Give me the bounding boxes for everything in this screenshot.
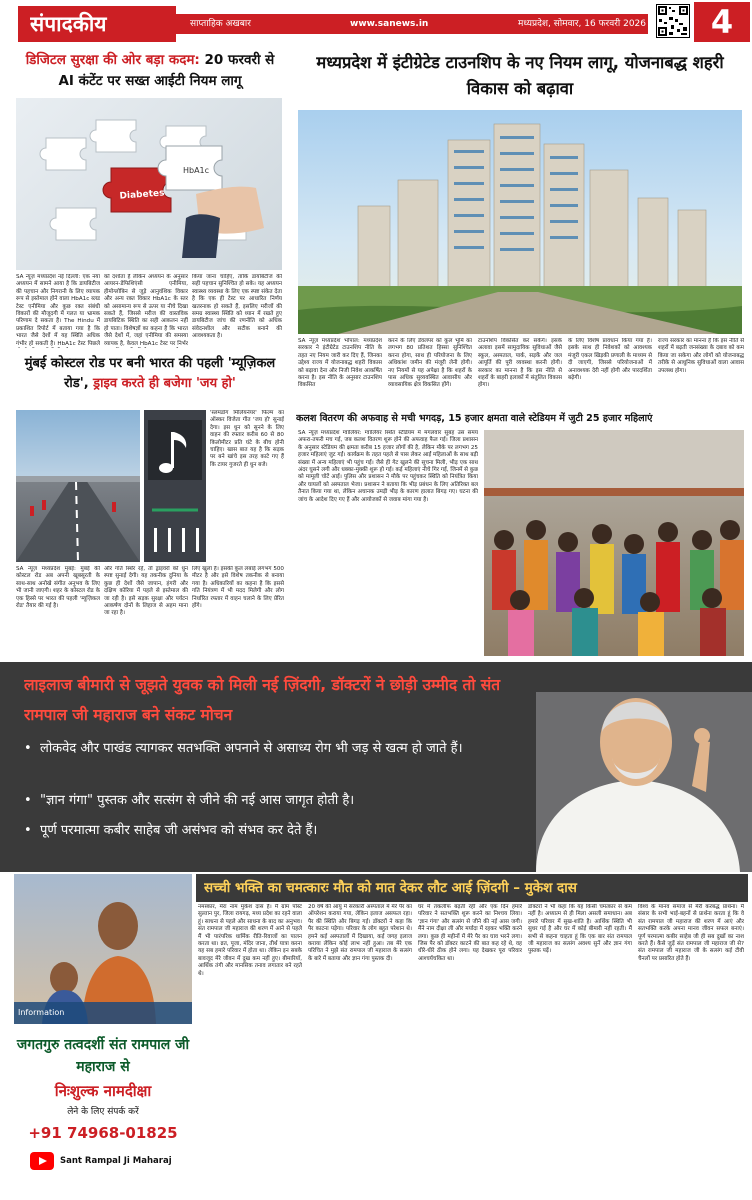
banner-bullet-text-3: पूर्ण परमात्मा कबीर साहेब जी असंभव को संभव कर देते हैं। (40, 823, 318, 838)
story-ai-col-1: SA न्यूज़ मध्यप्रदेश नई दिल्ली: एक नया अध्ययन में सामने आया है कि डायबिटीज की पहचान और निगरानी के लिए व्यापक रूप से इस्तेमाल होने वाला HbA1c ब्लड टेस्ट एनीमिया और कुछ रक्त संबंधी विकारों की मौजूदगी में गलत या भ्रामक परिणाम दे सकता है। The Hindu में प्रकाशित रिपोर्ट में बताया गया है कि भारत जैसे देशों में यह स्थिति अधिक गंभीर हो सकती है। HbA1c टेस्ट पिछले (16, 274, 100, 347)
story-township-col-5: राज्य सरकार का मानना है कि इस नीति से शहरों में बढ़ती जनसंख्या के दबाव को कम किया जा सकेगा और लोगों को योजनाबद्ध तरीके से आधुनिक सुविधाओं वाला आवास उपलब्ध होगा। (658, 338, 744, 374)
story-road-photo-left (16, 410, 140, 562)
miracle-sidebar-phone[interactable]: +91 74968-01825 (28, 1124, 178, 1142)
story-ai-col-2: को दर्शाता है लेकिन अध्ययन के अनुसार आयरन-डेफिशिएंसी एनीमिया, हीमोग्लोबिन से जुड़े आनुवंशिक विकार और अन्य रक्त विकार HbA1c के स्तर को असामान्य रूप से ऊपर या नीचे दिखा सकते हैं, जिससे मरीज की वास्तविक डायबिटिक स्थिति का सही आकलन नहीं हो पाता। विशेषज्ञों का कहना है कि भारत जैसे देशों में, जहां एनीमिया की समस्या व्यापक है, केवल HbA1c टेस्ट पर निर्भर (104, 274, 188, 347)
miracle-col-3: घर में तकलीफ बढ़ती रही और एक दिन हमारे परिवार ने सतभक्ति शुरू करने का निश्चय लिया। 'ज्ञान गंगा' और सत्संग से जीने की नई आस जगी। मैंने नाम दीक्षा ली और मर्यादा में रहकर भक्ति करने लगा। कुछ ही महीनों में मेरे पैर का घाव भरने लगा। जिस पैर को डॉक्टर काटने की बात कह रहे थे, वह धीरे-धीरे ठीक होने लगा। यह देखकर पूरा परिवार आश्चर्यचकित था। (418, 904, 522, 962)
banner-bullet-2 (24, 790, 534, 814)
story-ai-photo (16, 98, 282, 270)
story-road-headline (16, 354, 284, 398)
story-township-col-3: टाउनशिप विकसित कर सकेंगे। इसके अलावा इसमें सामुदायिक सुविधाओं जैसे स्कूल, अस्पताल, पार्क, सड़कें और जल आपूर्ति की पूरी व्यवस्था करनी होगी। सरकार का मानना है कि इस नीति से शहरों के बाहरी इलाकों में संतुलित विकास होगा। (478, 338, 562, 389)
story-township-headline: मध्यप्रदेश में इंटीग्रेटेड टाउनशिप के नए नियम लागू, योजनाबद्ध शहरी विकास को बढ़ावा (316, 53, 724, 98)
story-ai-headline-rest: 20 फरवरी से AI कंटेंट पर सख्त आईटी नियम लागू (58, 52, 275, 89)
story-township-col-2: करने के लिए डेवलपर को कुल भूमि का लगभग 80 प्रतिशत हिस्सा सुनिश्चित करना होगा, साथ ही परियोजना के लिए अधिकांश जमीन की मंजूरी लेनी होगी। नए नियमों से यह अपेक्षा है कि शहरों के पास अधिक सुव्यवस्थित आवासीय और व्यावसायिक क्षेत्र विकसित होंगे। (388, 338, 472, 389)
story-ai-col-3: किया जाना चाहिए, ताकि डायबिटीज की सही पहचान सुनिश्चित हो सके। यह अध्ययन स्वास्थ्य व्यवस्था के लिए एक स्पष्ट संकेत देता है कि एक ही टेस्ट पर आधारित निर्णय खतरनाक हो सकते हैं, इसलिए मरीजों की समग्र स्वास्थ्य स्थिति को ध्यान में रखते हुए डायबिटीज जांच की रणनीति को अधिक संवेदनशील और सटीक बनाने की आवश्यकता है। (192, 274, 282, 340)
story-stampede-photo (484, 430, 744, 656)
bullet-dot-icon: • (24, 823, 32, 838)
masthead-dateline: मध्यप्रदेश, सोमवार, 16 फरवरी 2026 (518, 19, 646, 29)
miracle-photo-caption: Information (18, 1008, 65, 1017)
bullet-dot-icon: • (24, 741, 32, 756)
banner-bullet-1 (24, 738, 534, 786)
story-road-headline-red: ड्राइव करते ही बजेगा 'जय हो' (88, 376, 236, 391)
story-road-col-side: 'स्लमडॉग मिलियनेयर' फिल्म का ऑस्कर विजेता गीत 'जय हो' सुनाई देगा। इस धुन को सुनने के लिए वाहन की रफ्तार करीब 60 से 80 किलोमीटर प्रति घंटे के बीच होनी चाहिए। खास बात यह है कि सड़क पर बने खांचे इस तरह काटे गए हैं कि टायर गुजरते ही धुन बजे। (210, 410, 284, 468)
masthead-website[interactable]: www.sanews.in (350, 19, 429, 29)
registration-dots-top (300, 0, 460, 8)
miracle-sidebar-title: जगतगुरु तत्वदर्शी संत रामपाल जी महाराज से (16, 1037, 190, 1075)
miracle-headline: सच्ची भक्ति का चमत्कारः मौत को मात देकर लौट आई ज़िंदगी – मुकेश दास (204, 880, 577, 896)
miracle-sidebar-free: निःशुल्क नामदीक्षा (54, 1082, 152, 1100)
story-ai-photo-label-hba1c: HbA1c (182, 166, 210, 175)
banner-bullet-list (24, 738, 534, 864)
registration-dots-bottom (300, 1192, 460, 1200)
story-township-photo (298, 110, 742, 334)
story-ai-headline-red: डिजिटल सुरक्षा की ओर बड़ा कदम: (25, 52, 200, 68)
banner-bullet-text-1: लोकवेद और पाखंड त्यागकर सतभक्ति अपनाने से असाध्य रोग भी जड़ से खत्म हो जाते हैं। (40, 741, 463, 756)
story-road-photo-right (144, 410, 206, 562)
miracle-photo (14, 874, 192, 1024)
story-road-col-2: और गति स्थिर रहे, तो ड्राइवरों को धुन स्पष्ट सुनाई देगी। यह तकनीक दुनिया के कुछ ही देशों जैसे जापान, हंगरी और दक्षिण कोरिया में पहले से इस्तेमाल की जा रही है। इसे सड़क सुरक्षा और पर्यटन आकर्षण दोनों के लिहाज से अहम माना जा रहा है। (104, 566, 188, 617)
story-stampede-col-1: SA न्यूज़ मध्यप्रदेश ग्वालियर: ग्वालियर स्थित स्टेडियम में मंगलवार सुबह उस समय अफरा-तफरी मच गई, जब कलश वितरण शुरू होने की अफवाह फैल गई। जिला प्रशासन के अनुसार स्टेडियम की क्षमता करीब 15 हजार लोगों की है, लेकिन मौके पर लगभग 25 हजार महिलाएं जुट गईं। कार्यक्रम के तहत पहले से पास लेकर आईं महिलाओं के साथ बड़ी संख्या में अन्य महिलाएं भी पहुंच गईं। जैसे ही गेट खुलने की सूचना मिली, भीड़ एक साथ अंदर घुसने लगी और धक्का-मुक्की शुरू हो गई। कई महिलाएं नीचे गिर गईं, जिनमें से कुछ को मामूली चोटें आईं। पुलिस और प्रशासन ने मौके पर पहुंचकर स्थिति को नियंत्रित किया और घायलों को अस्पताल भेजा। प्रशासन ने बताया कि भीड़ प्रबंधन के लिए अतिरिक्त बल तैनात किया गया था, लेकिन अचानक उमड़ी भीड़ के कारण हालात बिगड़ गए। घटना की जांच के आदेश दिए गए हैं और आयोजकों से जवाब मांगा गया है। (298, 430, 478, 503)
story-ai-headline (16, 50, 284, 94)
story-road-col-1: SA न्यूज़ मध्यप्रदेश मुंबई: मुंबई की कोस्टल रोड अब अपनी खूबसूरती के साथ-साथ अनोखे संगीत अनुभव के लिए भी जानी जाएगी। शहर के कोस्टल रोड के एक हिस्से पर भारत की पहली 'म्यूज़िकल रोड' तैयार की गई है। (16, 566, 100, 610)
story-road-headline-black: मुंबई कोस्टल रोड पर बनी भारत की पहली 'म्यूज़िकल रोड', (24, 356, 276, 391)
bullet-dot-icon: • (24, 793, 32, 808)
miracle-col-2: 20 वर्ष की आयु में सरकारी अस्पताल में मेरे पैर का ऑपरेशन कराया गया, लेकिन इलाज असफल रहा। पैर की स्थिति और बिगड़ गई। डॉक्टरों ने कहा कि पैर काटना पड़ेगा। परिवार के लोग बहुत परेशान थे। हमने कई अस्पतालों में दिखाया, कई जगह इलाज कराया लेकिन कोई लाभ नहीं हुआ। तब मेरे एक परिचित ने मुझे संत रामपाल जी महाराज के सत्संग के बारे में बताया और ज्ञान गंगा पुस्तक दी। (308, 904, 412, 962)
story-township-col-4: के लिए विशेष प्रावधान किया गया है। इसके साथ ही निवेशकों को आवश्यक मंजूरी एकल खिड़की प्रणाली के माध्यम से दी जाएगी, जिससे परियोजनाओं में अनावश्यक देरी नहीं होगी और पारदर्शिता बढ़ेगी। (568, 338, 652, 382)
masthead-weekly: साप्ताहिक अखबार (190, 19, 251, 29)
miracle-sidebar-contact: लेने के लिए संपर्क करें (67, 1107, 139, 1117)
story-stampede-headline: कलश वितरण की अफवाह से मची भगदड़, 15 हजार क्षमता वाले स्टेडियम में जुटी 25 हजार महिलाएं (296, 413, 653, 424)
story-road-col-3: लिए खुला है। इसकी कुल लंबाई लगभग 500 मीटर है और इसे विशेष तकनीक से बनाया गया है। अधिकारियों का कहना है कि इससे गति नियंत्रण में भी मदद मिलेगी और लोग निर्धारित रफ्तार में वाहन चलाने के लिए प्रेरित होंगे। (192, 566, 284, 610)
story-ai-photo-label-diabetes: Diabetes (119, 188, 165, 202)
youtube-icon (30, 1152, 54, 1170)
banner-bullet-3 (24, 820, 534, 844)
miracle-col-1: नमस्कार, मेरा नाम मुकेश दास है। मैं ग्राम पोस्ट सुल्तान पुर, जिला रायगढ़, मध्य प्रदेश का रहने वाला हूं। साधना से पहले और साधना के बाद का अनुभव। संत रामपाल जी महाराज की शरण में आने से पहले मैं भी पारंपरिक धार्मिक रीति-रिवाजों का पालन करता था। व्रत, पूजा, मंदिर जाना, तीर्थ यात्रा करना यह सब हमारे परिवार में होता था। लेकिन इन सबके बावजूद मेरे जीवन में दुख कम नहीं हुए। बीमारियाँ, आर्थिक तंगी और मानसिक तनाव लगातार बने रहते थे। (198, 904, 302, 977)
miracle-col-4: डॉक्टरों ने भी कहा कि यह किसी चमत्कार से कम नहीं है। अध्यात्म से ही मिला असली समाधान। अब हमारे परिवार में सुख-शांति है। आर्थिक स्थिति भी सुधर गई है और घर में कोई बीमारी नहीं रहती। मैं सभी से कहना चाहता हूं कि एक बार संत रामपाल जी महाराज का सत्संग अवश्य सुनें और ज्ञान गंगा पुस्तक पढ़ें। (528, 904, 632, 955)
page-number: 4 (710, 3, 734, 41)
qr-code-icon[interactable] (656, 4, 690, 38)
miracle-col-5: विश्व के मानव समाज से मेरी करबद्ध प्रार्थना। मैं संसार के सभी भाई-बहनों से प्रार्थना करता हूं कि वे संत रामपाल जी महाराज की शरण में आएं और सतभक्ति करके अपना मानव जीवन सफल बनाएं। पूर्ण परमात्मा कबीर साहेब जी ही सब दुखों का नाश करते हैं। कैसे जुड़ें संत रामपाल जी महाराज जी से? संत रामपाल जी महाराज जी के सत्संग कई टीवी चैनलों पर प्रसारित होते हैं। (638, 904, 744, 962)
youtube-channel-link[interactable] (30, 1150, 190, 1172)
banner-saint-portrait (516, 662, 752, 872)
banner-headline: लाइलाज बीमारी से जूझते युवक को मिली नई ज़िंदगी, डॉक्टरों ने छोड़ी उम्मीद तो संत रामपाल जी महाराज बने संकट मोचन (24, 676, 501, 724)
banner-bullet-text-2: "ज्ञान गंगा" पुस्तक और सत्संग से जीने की नई आस जागृत होती है। (40, 793, 355, 808)
story-township-col-1: SA न्यूज़ मध्यप्रदेश भोपाल: मध्यप्रदेश सरकार ने इंटीग्रेटेड टाउनशिप नीति के तहत नए नियम जारी कर दिए हैं, जिनका उद्देश्य राज्य में योजनाबद्ध शहरी विकास को बढ़ावा देना और निजी निवेश आकर्षित करना है। इस नीति के अनुसार टाउनशिप विकसित (298, 338, 382, 389)
masthead-section-title: संपादकीय (30, 11, 107, 36)
youtube-channel-label: Sant Rampal Ji Maharaj (60, 1156, 172, 1166)
